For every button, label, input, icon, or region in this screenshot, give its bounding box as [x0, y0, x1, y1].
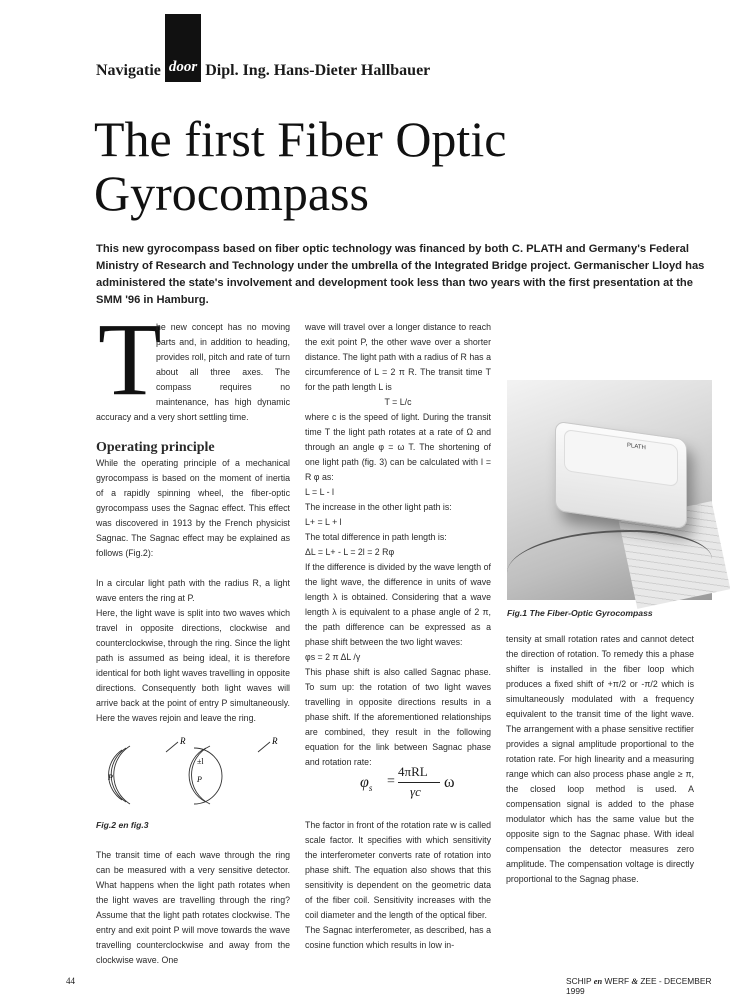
fig-label-p: P [197, 775, 202, 784]
column-1-bottom [96, 848, 290, 968]
sagnac-formula [360, 762, 480, 802]
column-2-bottom [305, 818, 491, 953]
header-author: Dipl. Ing. Hans-Dieter Hallbauer [205, 62, 431, 79]
title-line-1: The first Fiber Optic [94, 111, 507, 167]
paragraph: wave will travel over a longer distance to reach the exit point P, the other wave over a shorter distance. The light path with a radius of R has a circumference of L = 2 π R. The transit time T for the path length L is [305, 322, 491, 392]
device-label: PLATH [627, 442, 646, 452]
formula-eq: = [387, 774, 395, 789]
paragraph: The total difference in path length is: [305, 532, 447, 542]
radius-arrow [166, 742, 178, 752]
column-2 [305, 320, 491, 770]
section-heading: Operating principle [96, 440, 215, 455]
paragraph: The increase in the other light path is: [305, 502, 452, 512]
header-prefix: Navigatie [96, 62, 161, 79]
paragraph: The transit time of each wave through the ring can be measured with a very sensitive detector. What happens when the light path rotates when the light waves are travelling through the ring? Assume that the light path rotates clockwise. The entry and exit point P will move towards the wave travelling counterclockwise and away from the clockwise wave. One [96, 850, 290, 965]
formula-lhs: $\varphi_s$ [360, 774, 373, 794]
column-1 [96, 302, 290, 726]
formula-rhs: ω [444, 774, 455, 791]
lead-text: he new concept has no moving parts and, in addition to heading, provides roll, pitch and rate of turn about all three axes. The compass requires no maintenance, has high dynamic accuracy and a very short settling time. [96, 322, 290, 422]
fig-label-r: R [180, 736, 186, 746]
paragraph: The factor in front of the rotation rate w is called scale factor. It specifies with which sensitivity the interferometer converts rate of rotation into phase shift. The equation also shows that this sensitivity is dependent on the geometric data of the fiber coil. Sensitivity increases with the coil diameter and the length of the optical fiber. [305, 820, 491, 920]
equation: L = L - l [305, 487, 334, 497]
equation: ΔL = L+ - L = 2l = 2 Rφ [305, 547, 395, 557]
drop-cap: T [98, 302, 162, 417]
equation: L+ = L + l [305, 517, 342, 527]
article-header [96, 56, 430, 86]
formula-numerator: 4πRL [398, 764, 428, 779]
title-line-2: Gyrocompass [94, 165, 369, 221]
gyrocompass-photo [507, 380, 712, 600]
paragraph: While the operating principle of a mechanical gyrocompass is based on the moment of inertia of a rapidly spinning wheel, the fiber-optic gyrocompass uses the Sagnac effect. This effect was discovered in 1913 by the French physicist Sagnac. The Sagnac effect may be explained as follows (Fig.2): [96, 458, 290, 558]
fig-label-pm: ±l [197, 757, 204, 766]
page-number: 44 [66, 976, 75, 986]
article-title [94, 112, 694, 220]
paragraph: If the difference is divided by the wave length of the light wave, the difference in units of wave length λ is obtained. Considering that a wave length λ is equivalent to a phase angle of 2 π, the path difference can be expressed as a phase shift between the two light waves: [305, 562, 491, 647]
paragraph: where c is the speed of light. During the transit time T the light path rotates at a rate of Ω and through an angle φ = ω T. The shortening of one light path (fig. 3) can be calculated with l = R φ as: [305, 412, 491, 482]
gyrocompass-device [555, 421, 687, 530]
paragraph: Here, the light wave is split into two waves which travel in opposite directions, clockwise and counterclockwise, through the ring. Since the light path is assumed as being ideal, it is therefore identical for both light waves travelling in opposite directions. Consequently both light waves will arrive back at the point of entry P simultaneously. Here the waves rejoin and leave the ring. [96, 608, 290, 723]
figure-2-caption: Fig.2 en fig.3 [96, 820, 149, 830]
lead-paragraph [96, 302, 290, 425]
device-lid [564, 429, 678, 487]
column-3 [506, 632, 694, 887]
equation: φs = 2 π ΔL /γ [305, 652, 361, 662]
header-tab: door [165, 52, 201, 82]
figure-1-caption: Fig.1 The Fiber-Optic Gyrocompass [507, 608, 653, 618]
intro-paragraph: This new gyrocompass based on fiber optic technology was financed by both C. PLATH and Germany's Federal Ministry of Research and Technology under the umbrella of the Integrated Bridge project. Germanischer Lloyd has administered the state's involvement and development took less than two years with the first presentation at the SMM '96 in Hamburg. [96, 243, 705, 306]
paragraph: tensity at small rotation rates and cannot detect the direction of rotation. To remedy this a phase shifter is installed in the fiber loop which produces a fixed shift of +π/2 or -π/2 which is simultaneously modulated with a frequency equivalent to the transit time of the light wave. The arrangement with a phase sensitive rectifier provides a signal amplitude proportional to the rotation rate. For high linearity and a measuring range which can also process phase angle ≥ π, the closed loop method is used. A compensation signal is added to the phase modulator which has the same value but the opposite sign to the Sagnac phase. With ideal compensation the detector measures zero amplitude. The compensation voltage is directly proportional to the Sagnag phase. [506, 634, 694, 884]
equation: T = L/c [384, 397, 412, 407]
fig-label-p: P [108, 773, 113, 782]
paragraph: This phase shift is also called Sagnac phase. To sum up: the rotation of two light waves travelling in opposite directions results in a phase shift. If the aforementioned relationships are combined, they result in the following equation for the link between Sagnac phase and rotation rate: [305, 667, 491, 767]
cable [507, 530, 712, 602]
sagnac-figure [96, 730, 296, 816]
fig-label-r: R [272, 736, 278, 746]
magazine-footer: SCHIP en WERF & ZEE - DECEMBER 1999 [566, 976, 712, 996]
fraction-bar [398, 782, 440, 783]
paragraph: In a circular light path with the radius R, a light wave enters the ring at P. [96, 578, 290, 603]
paragraph: The Sagnac interferometer, as described, has a cosine function which results in low in- [305, 925, 491, 950]
formula-denominator: γc [410, 784, 421, 799]
radius-arrow [258, 742, 270, 752]
